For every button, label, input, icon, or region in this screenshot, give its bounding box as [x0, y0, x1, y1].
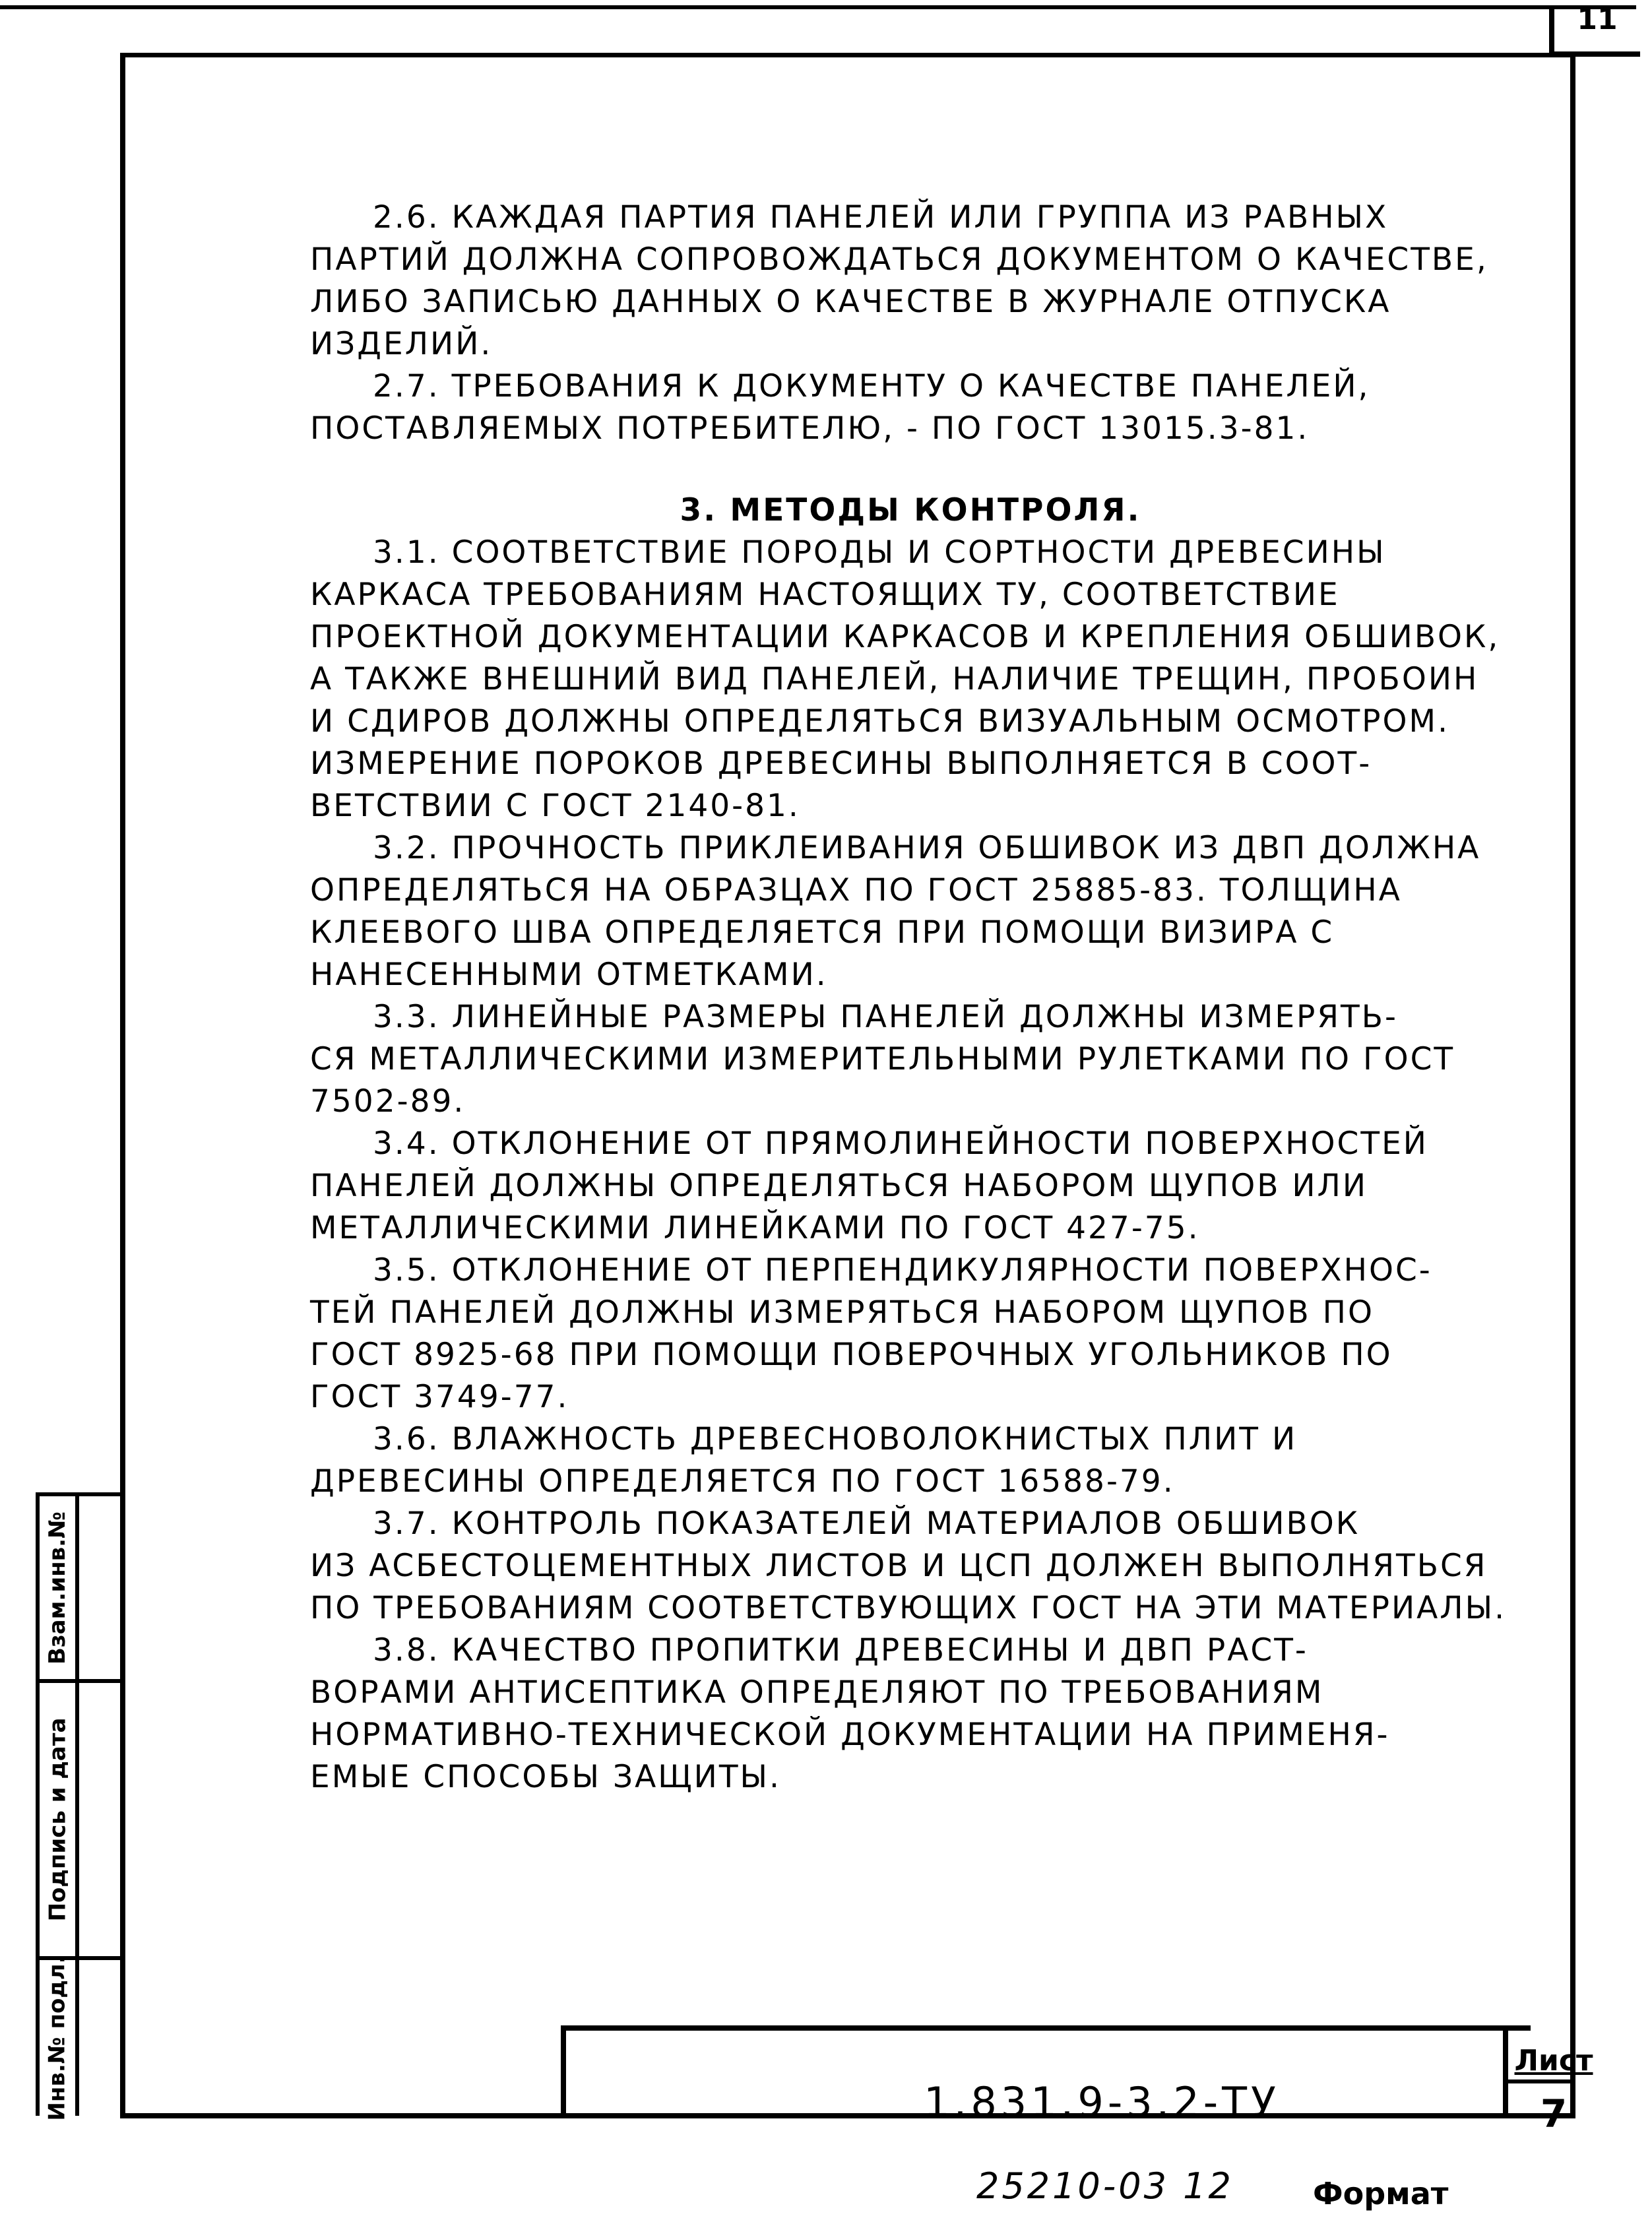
frame-inner-top-line — [123, 53, 1574, 57]
text-line: 3.1. СООТВЕТСТВИЕ ПОРОДЫ И СОРТНОСТИ ДРЕВЕСИНЫ — [373, 534, 1386, 571]
frame-left-line — [120, 53, 125, 2114]
stamp-label-original-inv: Инв.№ подл. — [44, 1955, 71, 2121]
text-line: 3.5. ОТКЛОНЕНИЕ ОТ ПЕРПЕНДИКУЛЯРНОСТИ ПОВЕРХНОС- — [373, 1252, 1432, 1288]
text-line: ИЗ АСБЕСТОЦЕМЕНТНЫХ ЛИСТОВ И ЦСП ДОЛЖЕН ВЫПОЛНЯТЬСЯ — [310, 1548, 1488, 1584]
stamp-cell-replacement-inv — [38, 1496, 77, 1679]
frame-bottom-line — [120, 2113, 1575, 2118]
frame-right-line — [1570, 53, 1575, 2118]
text-line: НАНЕСЕННЫМИ ОТМЕТКАМИ. — [310, 957, 828, 993]
text-line: СЯ МЕТАЛЛИЧЕСКИМИ ИЗМЕРИТЕЛЬНЫМИ РУЛЕТКАМИ ПО ГОСТ — [310, 1041, 1455, 1077]
text-line: ДРЕВЕСИНЫ ОПРЕДЕЛЯЕТСЯ ПО ГОСТ 16588-79. — [310, 1463, 1175, 1500]
text-line: 3.4. ОТКЛОНЕНИЕ ОТ ПРЯМОЛИНЕЙНОСТИ ПОВЕРХНОСТЕЙ — [373, 1126, 1428, 1162]
text-line: И СДИРОВ ДОЛЖНЫ ОПРЕДЕЛЯТЬСЯ ВИЗУАЛЬНЫМ ОСМОТРОМ. — [310, 703, 1450, 740]
text-line: ИЗДЕЛИЙ. — [310, 326, 493, 362]
text-line: 7502-89. — [310, 1083, 466, 1120]
text-line: ЛИБО ЗАПИСЬЮ ДАННЫХ О КАЧЕСТВЕ В ЖУРНАЛЕ ОТПУСКА — [310, 284, 1391, 320]
text-line: ГОСТ 3749-77. — [310, 1379, 569, 1415]
text-line: А ТАКЖЕ ВНЕШНИЙ ВИД ПАНЕЛЕЙ, НАЛИЧИЕ ТРЕЩИН, ПРОБОИН — [310, 661, 1479, 697]
stamp-cell-original-inv — [38, 1955, 77, 2121]
text-line: ВОРАМИ АНТИСЕПТИКА ОПРЕДЕЛЯЮТ ПО ТРЕБОВАНИЯМ — [310, 1674, 1324, 1711]
page-corner-number: 11 — [1549, 5, 1640, 57]
text-line: ЕМЫЕ СПОСОБЫ ЗАЩИТЫ. — [310, 1759, 781, 1795]
text-line: 2.6. КАЖДАЯ ПАРТИЯ ПАНЕЛЕЙ ИЛИ ГРУППА ИЗ РАВНЫХ — [373, 199, 1389, 236]
document-code: 1.831.9-3.2-ТУ — [924, 2078, 1280, 2126]
handwritten-archive-number: 25210-03 12 — [976, 2165, 1234, 2207]
sheet-label: Лист — [1514, 2044, 1593, 2078]
text-line: ИЗМЕРЕНИЕ ПОРОКОВ ДРЕВЕСИНЫ ВЫПОЛНЯЕТСЯ В СООТ- — [310, 746, 1372, 782]
document-body — [310, 197, 1507, 1798]
text-line: ПРОЕКТНОЙ ДОКУМЕНТАЦИИ КАРКАСОВ И КРЕПЛЕНИЯ ОБШИВОК, — [310, 619, 1500, 655]
format-label: Формат — [1313, 2176, 1449, 2211]
text-line: ПО ТРЕБОВАНИЯМ СООТВЕТСТВУЮЩИХ ГОСТ НА ЭТИ МАТЕРИАЛЫ. — [310, 1590, 1507, 1626]
text-line: 3.3. ЛИНЕЙНЫЕ РАЗМЕРЫ ПАНЕЛЕЙ ДОЛЖНЫ ИЗМЕРЯТЬ- — [373, 999, 1398, 1035]
text-line: КАРКАСА ТРЕБОВАНИЯМ НАСТОЯЩИХ ТУ, СООТВЕТСТВИЕ — [310, 577, 1340, 613]
stamp-label-replacement-inv: Взам.инв.№ — [44, 1511, 71, 1665]
text-line: 2.7. ТРЕБОВАНИЯ К ДОКУМЕНТУ О КАЧЕСТВЕ ПАНЕЛЕЙ, — [373, 368, 1370, 404]
sheet-number: 7 — [1540, 2091, 1568, 2136]
text-line: ПОСТАВЛЯЕМЫХ ПОТРЕБИТЕЛЮ, - ПО ГОСТ 13015.3-81. — [310, 410, 1310, 447]
text-line: 3.7. КОНТРОЛЬ ПОКАЗАТЕЛЕЙ МАТЕРИАЛОВ ОБШИВОК — [373, 1506, 1360, 1542]
stamp-label-signature-date: Подпись и дата — [44, 1717, 71, 1922]
frame-top-line — [0, 5, 1636, 9]
text-line: ПАНЕЛЕЙ ДОЛЖНЫ ОПРЕДЕЛЯТЬСЯ НАБОРОМ ЩУПОВ ИЛИ — [310, 1168, 1368, 1204]
text-line: 3.2. ПРОЧНОСТЬ ПРИКЛЕИВАНИЯ ОБШИВОК ИЗ ДВП ДОЛЖНА — [373, 830, 1481, 866]
section-heading: 3. МЕТОДЫ КОНТРОЛЯ. — [680, 492, 1141, 528]
text-line: НОРМАТИВНО-ТЕХНИЧЕСКОЙ ДОКУМЕНТАЦИИ НА ПРИМЕНЯ- — [310, 1717, 1390, 1753]
paragraph-gap — [310, 450, 1458, 490]
text-line: ОПРЕДЕЛЯТЬСЯ НА ОБРАЗЦАХ ПО ГОСТ 25885-83. ТОЛЩИНА — [310, 872, 1402, 908]
text-line: ПАРТИЙ ДОЛЖНА СОПРОВОЖДАТЬСЯ ДОКУМЕНТОМ О КАЧЕСТВЕ, — [310, 241, 1488, 278]
stamp-cell-signature-date — [38, 1683, 77, 1956]
text-line: КЛЕЕВОГО ШВА ОПРЕДЕЛЯЕТСЯ ПРИ ПОМОЩИ ВИЗИРА С — [310, 914, 1335, 951]
text-line: 3.6. ВЛАЖНОСТЬ ДРЕВЕСНОВОЛОКНИСТЫХ ПЛИТ И — [373, 1421, 1298, 1457]
text-line: ВЕТСТВИИ С ГОСТ 2140-81. — [310, 788, 800, 824]
text-line: 3.8. КАЧЕСТВО ПРОПИТКИ ДРЕВЕСИНЫ И ДВП РАСТ- — [373, 1632, 1308, 1668]
text-line: МЕТАЛЛИЧЕСКИМИ ЛИНЕЙКАМИ ПО ГОСТ 427-75. — [310, 1210, 1200, 1246]
text-line: ГОСТ 8925-68 ПРИ ПОМОЩИ ПОВЕРОЧНЫХ УГОЛЬНИКОВ ПО — [310, 1337, 1393, 1373]
text-line: ТЕЙ ПАНЕЛЕЙ ДОЛЖНЫ ИЗМЕРЯТЬСЯ НАБОРОМ ЩУПОВ ПО — [310, 1294, 1374, 1331]
